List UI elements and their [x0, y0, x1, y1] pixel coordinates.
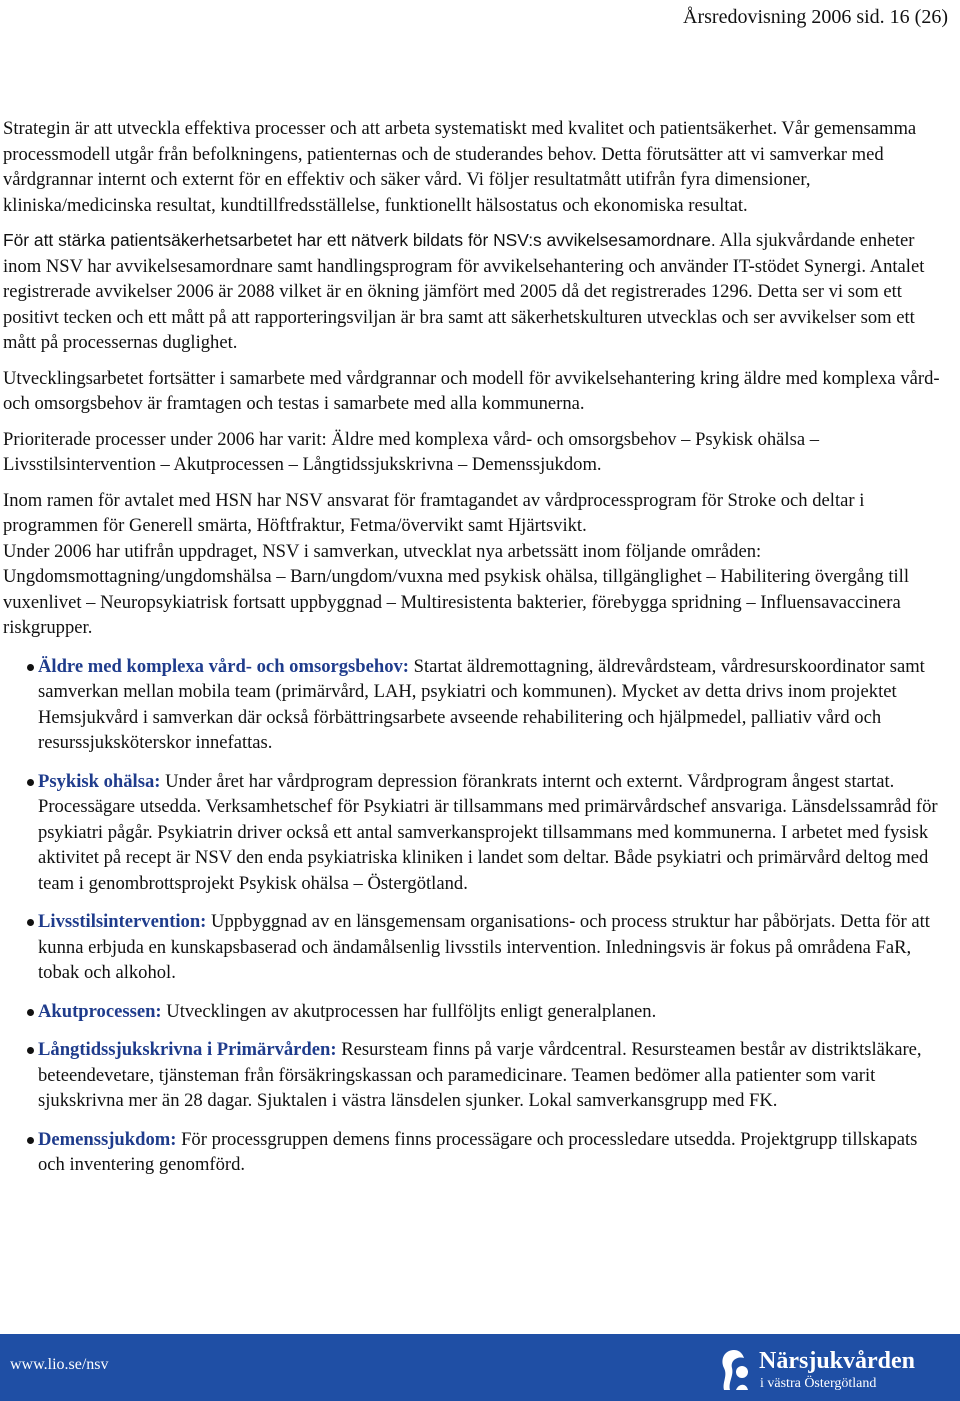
logo-title: Närsjukvården: [759, 1348, 916, 1374]
list-item: [3, 1127, 948, 1178]
list-item-text: Startat äldremottagning, äldrevårdsteam, vårdresurskoordinator samt samverkan mellan mobila team (primärvård, LAH, psykiatri och kommunen). Mycket av detta drivs inom projektet Hemsjukvård i samverkan där också förbättringsarbete avseende rehabilitering och hjälpmedel, palliativ vård och resurssjuksköterskor innefattas.: [38, 655, 925, 753]
list-item: [3, 654, 948, 756]
paragraph-patient-safety: [3, 228, 948, 356]
list-item-heading: Psykisk ohälsa:: [38, 770, 161, 792]
process-bullet-list: [3, 654, 948, 1178]
list-item: [3, 769, 948, 897]
list-item-heading: Akutprocessen:: [38, 1000, 162, 1022]
list-item: [3, 909, 948, 986]
bullet-icon: [27, 779, 34, 786]
bullet-icon: [27, 1137, 34, 1144]
bullet-icon: [27, 1009, 34, 1016]
list-item-text: Uppbyggnad av en länsgemensam organisations- och process struktur har påbörjats. Detta för att kunna erbjuda en kunskapsbaserad och ändamålsenlig livsstils intervention. Inledningsvis är fokus på områdena FaR, tobak och alkohol.: [38, 911, 930, 983]
list-item-heading: Demenssjukdom:: [38, 1128, 177, 1150]
list-item-text: Under året har vårdprogram depression förankrats internt och externt. Vårdprogram ångest startat. Processägare utsedda. Verksamhetschef för Psykiatri är tillsammans med primärvårdschef ansvariga. Länsdelssamråd för psykiatri pågår. Psykiatrin driver också ett antal samverkansprojekt tillsammans med kommunerna. I arbetet med fysisk aktivitet på recept är NSV den enda psykiatriska kliniken i landet som deltar. Både psykiatri och primärvård deltog med team i genombrottsprojekt Psykisk ohälsa – Östergötland.: [38, 770, 938, 894]
footer-url-link[interactable]: www.lio.se/nsv: [10, 1356, 109, 1373]
logo-subtitle: i västra Östergötland: [760, 1376, 877, 1391]
paragraph-hsn-agreement: Inom ramen för avtalet med HSN har NSV ansvarat för framtagandet av vårdprocessprogram för Stroke och deltar i programmen för Generell smärta, Höftfraktur, Fetma/övervikt samt Hjärtsvikt.: [3, 489, 865, 536]
logo-mark-icon: [716, 1346, 752, 1394]
list-item-text: För processgruppen demens finns processägare och processledare utsedda. Projektgrupp tillskapats och inventering genomförd.: [38, 1128, 918, 1175]
list-item: [3, 1037, 948, 1114]
list-item-heading: Äldre med komplexa vård- och omsorgsbehov:: [38, 655, 410, 677]
paragraph-patient-safety-lead: För att stärka patientsäkerhetsarbetet har ett nätverk bildats för NSV:s avvikelsesamordnare.: [3, 230, 716, 250]
list-item-heading: Långtidssjukskrivna i Primärvården:: [38, 1039, 337, 1060]
bullet-icon: [27, 664, 34, 671]
page-header: Årsredovisning 2006 sid. 16 (26): [683, 6, 948, 28]
paragraph-prioritized-processes: Prioriterade processer under 2006 har varit: Äldre med komplexa vård- och omsorgsbehov – Psykisk ohälsa – Livsstilsintervention – Akutprocessen – Långtidssjukskrivna – Demenssjukdom.: [3, 428, 820, 475]
paragraph-strategy: Strategin är att utveckla effektiva processer och att arbeta systematiskt med kvalitet och patientsäkerhet. Vår gemensamma processmodell utgår från befolkningens, patienternas och de studerandes behov. Detta förutsätter att vi samverkar med vårdgrannar internt och externt för en effektiv och säker vård. Vi följer resultatmått utifrån fyra dimensioner, kliniska/medicinska resultat, kundtillfredsställelse, funktionellt hälsostatus och ekonomiska resultat.: [3, 118, 917, 216]
bullet-icon: [27, 1047, 34, 1054]
paragraph-new-methods: Under 2006 har utifrån uppdraget, NSV i samverkan, utvecklat nya arbetssätt inom följande områden: Ungdomsmottagning/ungdomshälsa – Barn/ungdom/vuxna med psykisk ohälsa, tillgänglighet – Habilitering övergång till vuxenlivet – Neuropsykiatrisk fortsatt uppbyggnad – Multiresistenta bakterier, förebygga spridning – Influensavaccinera riskgrupper.: [3, 540, 910, 638]
list-item-text: Resursteam finns på varje vårdcentral. Resursteamen består av distriktsläkare, beteendevetare, tjänsteman från försäkringskassan och paramedicinare. Teamen bedömer alla patienter som varit sjukskrivna mer än 28 dagar. Sjuktalen i västra länsdelen sjunker. Lokal samverkansgrupp med FK.: [38, 1039, 922, 1111]
organization-logo: [716, 1342, 956, 1400]
list-item-heading: Livsstilsintervention:: [38, 911, 207, 932]
bullet-icon: [27, 919, 34, 926]
document-body: [3, 116, 948, 1191]
paragraph-patient-safety-rest: Alla sjukvårdande enheter inom NSV har avvikelsesamordnare samt handlingsprogram för avvikelsehantering och använder IT-stödet Synergi. Antalet registrerade avvikelser 2006 är 2088 vilket är en ökning jämfört med 2005 då det registrerades 1296. Detta ser vi som ett positivt tecken och ett mått på att rapporteringsviljan är bra samt att säkerhetskulturen utvecklas och ser avvikelser som ett mått på processernas duglighet.: [3, 230, 925, 353]
paragraph-development: Utvecklingsarbetet fortsätter i samarbete med vårdgrannar och modell för avvikelsehantering kring äldre med komplexa vård- och omsorgsbehov är framtagen och testas i samarbete med alla kommunerna.: [3, 367, 940, 414]
list-item-text: Utvecklingen av akutprocessen har fullföljts enligt generalplanen.: [161, 1000, 657, 1022]
list-item: [3, 999, 948, 1025]
